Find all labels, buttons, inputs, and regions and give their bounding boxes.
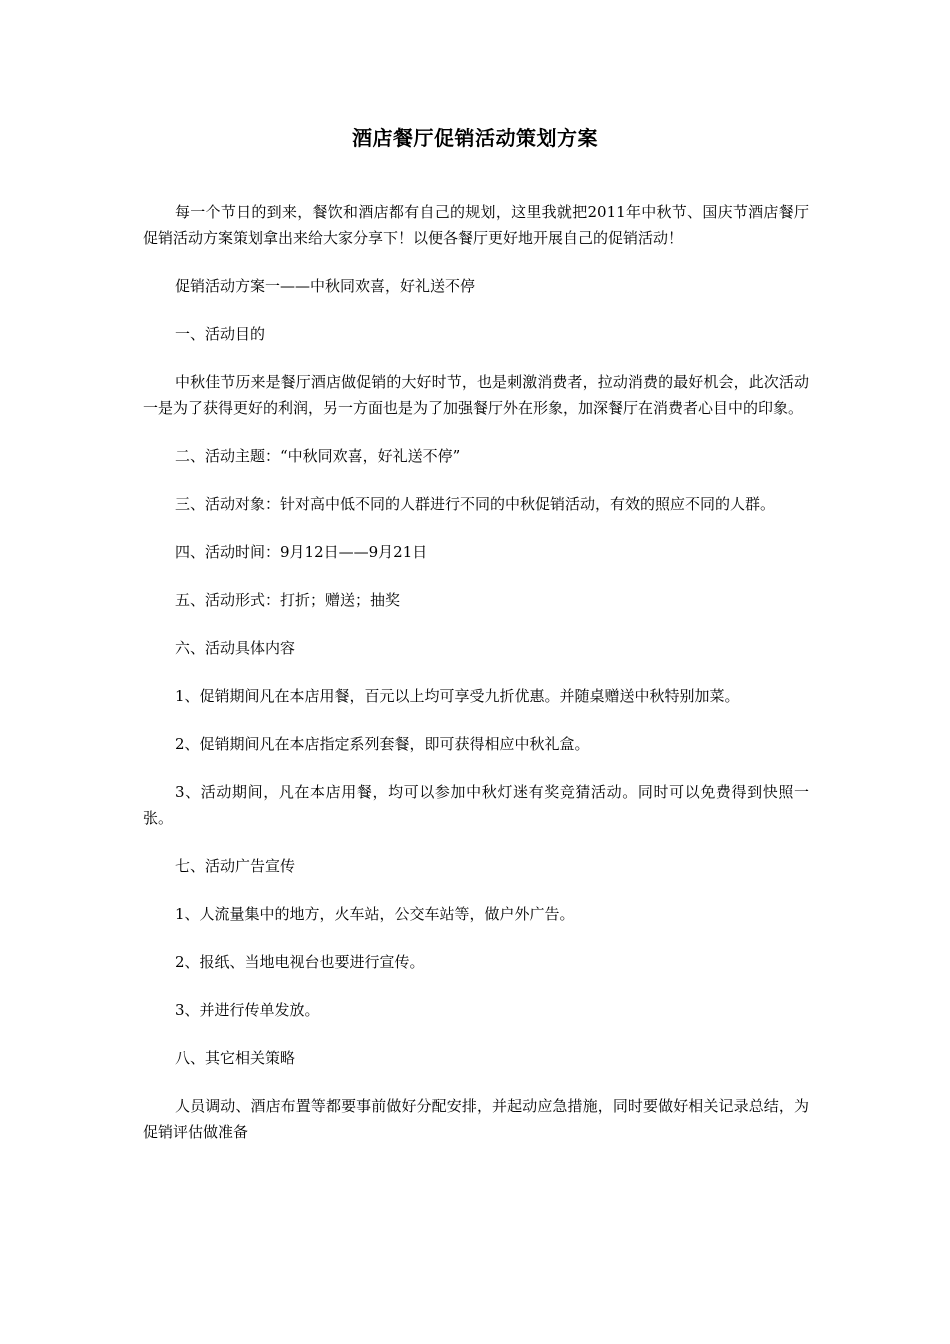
- section-heading-purpose: 一、活动目的: [175, 325, 266, 343]
- advertising-item-2: 2、报纸、当地电视台也要进行宣传。: [175, 953, 425, 971]
- plan-heading: 促销活动方案一——中秋同欢喜，好礼送不停: [175, 277, 476, 295]
- document-body: [143, 199, 809, 1167]
- content-item-1: 1、促销期间凡在本店用餐，百元以上均可享受九折优惠。并随桌赠送中秋特别加菜。: [175, 687, 740, 705]
- section-heading-advertising: 七、活动广告宣传: [175, 857, 296, 875]
- section-heading-content: 六、活动具体内容: [175, 639, 296, 657]
- purpose-paragraph: 中秋佳节历来是餐厅酒店做促销的大好时节，也是刺激消费者，拉动消费的最好机会，此次活动一是为了获得更好的利润，另一方面也是为了加强餐厅外在形象，加深餐厅在消费者心目中的印象。: [143, 373, 809, 417]
- section-heading-strategy: 八、其它相关策略: [175, 1049, 296, 1067]
- intro-paragraph: 每一个节日的到来，餐饮和酒店都有自己的规划，这里我就把2011年中秋节、国庆节酒店餐厅促销活动方案策划拿出来给大家分享下！以便各餐厅更好地开展自己的促销活动！: [143, 203, 809, 247]
- time-paragraph: 四、活动时间：9月12日——9月21日: [175, 543, 428, 561]
- advertising-item-3: 3、并进行传单发放。: [175, 1001, 320, 1019]
- content-item-2: 2、促销期间凡在本店指定系列套餐，即可获得相应中秋礼盒。: [175, 735, 590, 753]
- audience-paragraph: 三、活动对象：针对高中低不同的人群进行不同的中秋促销活动，有效的照应不同的人群。: [175, 495, 776, 513]
- strategy-paragraph: 人员调动、酒店布置等都要事前做好分配安排，并起动应急措施，同时要做好相关记录总结，为促销评估做准备: [143, 1097, 809, 1141]
- format-paragraph: 五、活动形式：打折；赠送；抽奖: [175, 591, 401, 609]
- advertising-item-1: 1、人流量集中的地方，火车站，公交车站等，做户外广告。: [175, 905, 575, 923]
- document-title: 酒店餐厅促销活动策划方案: [352, 126, 598, 150]
- theme-paragraph: 二、活动主题：“中秋同欢喜，好礼送不停”: [175, 447, 461, 465]
- content-item-3: 3、活动期间，凡在本店用餐，均可以参加中秋灯迷有奖竞猜活动。同时可以免费得到快照一张。: [143, 783, 809, 827]
